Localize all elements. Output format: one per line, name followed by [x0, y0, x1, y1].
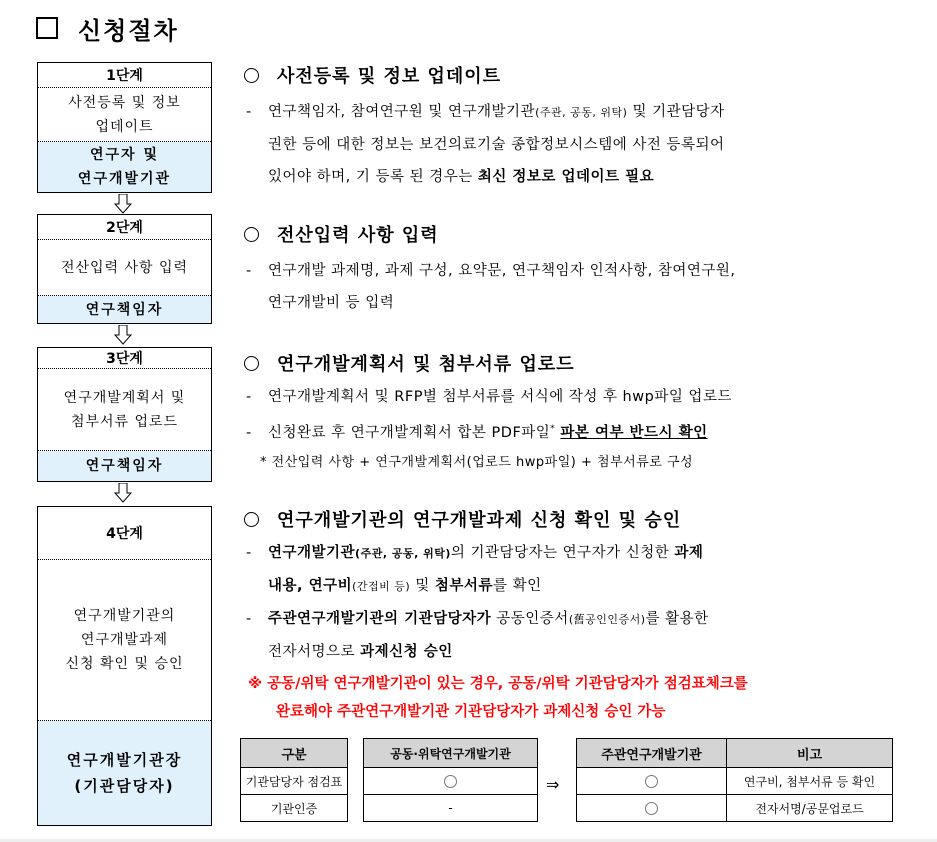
- check-mark: [577, 795, 727, 822]
- circle-bullet-icon: [244, 512, 259, 527]
- co-institution-table: [240, 738, 538, 822]
- section-upload: [240, 348, 897, 477]
- check-mark: [364, 768, 538, 795]
- page-title-text: 신청절차: [78, 15, 179, 45]
- step-actor: 연구개발기관장 (기관담당자): [38, 721, 211, 825]
- circle-bullet-icon: [244, 227, 259, 242]
- step-4-box: [37, 506, 212, 826]
- bullet-line: - 연구개발 과제명, 과제 구성, 요약문, 연구책임자 인적사항, 참여연구원,: [246, 263, 736, 279]
- section-heading: 사전등록 및 정보 업데이트: [240, 60, 897, 90]
- step-description: 전산입력 사항 입력: [38, 240, 211, 296]
- column-header: 공동·위탁연구개발기관: [364, 739, 538, 768]
- table-row: 전자서명/공문업로드: [577, 795, 893, 822]
- down-arrow-icon: [114, 325, 132, 345]
- section-heading: 전산입력 사항 입력: [240, 219, 897, 249]
- bullet-line: 연구개발비 등 입력: [268, 295, 395, 311]
- bullet-line: 내용, 연구비(간접비 등) 및 첨부서류를 확인: [268, 578, 542, 594]
- section-heading: 연구개발계획서 및 첨부서류 업로드: [240, 348, 897, 378]
- check-mark: [577, 768, 727, 795]
- column-header: 주관연구개발기관: [577, 739, 727, 768]
- step-description: 연구개발계획서 및 첨부서류 업로드: [38, 369, 211, 451]
- footnote: * 전산입력 사항 + 연구개발계획서(업로드 hwp파일) + 첨부서류로 구성: [260, 454, 694, 470]
- bullet-line: 있어야 하며, 기 등록 된 경우는 최신 정보로 업데이트 필요: [268, 169, 655, 185]
- bullet-line: 권한 등에 대한 정보는 보건의료기술 종합정보시스템에 사전 등록되어: [268, 137, 725, 153]
- underlined-emphasis: 파본 여부 반드시 확인: [560, 424, 708, 441]
- table-row: 기관담당자 점검표: [241, 768, 538, 795]
- step-label: 4단계: [38, 507, 211, 560]
- table-row: 기관인증 -: [241, 795, 538, 822]
- table-row: 연구비, 첨부서류 등 확인: [577, 768, 893, 795]
- empty-square-icon: [36, 17, 58, 39]
- step-actor: 연구자 및 연구개발기관: [38, 142, 211, 192]
- lead-institution-table: [576, 738, 893, 822]
- section-data-entry: [240, 219, 897, 319]
- down-arrow-icon: [114, 194, 132, 214]
- circle-bullet-icon: [244, 68, 259, 83]
- step-actor: 연구책임자: [38, 296, 211, 323]
- step-1-box: [37, 62, 212, 193]
- bullet-line: - 연구개발계획서 및 RFP별 첨부서류를 서식에 작성 후 hwp파일 업로드: [246, 389, 732, 405]
- circle-mark-icon: [645, 802, 658, 815]
- page-title: [36, 12, 179, 44]
- section-heading: 연구개발기관의 연구개발과제 신청 확인 및 승인: [240, 504, 897, 534]
- warning-note-continued: 완료해야 주관연구개발기관 기관담당자가 과제신청 승인 가능: [276, 704, 666, 720]
- warning-note: ※ 공동/위탁 연구개발기관이 있는 경우, 공동/위탁 기관담당자가 점검표체크를: [248, 676, 748, 692]
- bullet-line: - 주관연구개발기관의 기관담당자가 공동인증서(舊공인인증서)를 활용한: [246, 611, 709, 627]
- bullet-line: 전자서명으로 과제신청 승인: [268, 644, 453, 660]
- column-header: 비고: [727, 739, 893, 768]
- step-label: 1단계: [38, 63, 211, 88]
- down-arrow-icon: [114, 483, 132, 503]
- section-pre-registration: [240, 60, 897, 193]
- step-label: 2단계: [38, 215, 211, 240]
- right-double-arrow-icon: ⇒: [546, 775, 560, 794]
- step-description: 연구개발기관의 연구개발과제 신청 확인 및 승인: [38, 560, 211, 721]
- bullet-line: - 연구책임자, 참여연구원 및 연구개발기관(주관, 공동, 위탁) 및 기관담당자: [246, 104, 725, 120]
- circle-bullet-icon: [244, 356, 259, 371]
- step-2-box: [37, 214, 212, 324]
- circle-mark-icon: [444, 775, 457, 788]
- reference-mark-icon: ※: [248, 676, 263, 692]
- step-label: 3단계: [38, 348, 211, 369]
- column-header: 구분: [241, 739, 348, 768]
- bullet-line: - 연구개발기관(주관, 공동, 위탁)의 기관담당자는 연구자가 신청한 과제: [246, 545, 704, 561]
- circle-mark-icon: [645, 775, 658, 788]
- step-actor: 연구책임자: [38, 451, 211, 481]
- emphasis-text: 최신 정보로 업데이트 필요: [477, 169, 655, 185]
- step-description: 사전등록 및 정보 업데이트: [38, 88, 211, 142]
- bullet-line: - 신청완료 후 연구개발계획서 합본 PDF파일* 파본 여부 반드시 확인: [246, 424, 708, 441]
- step-3-box: [37, 347, 212, 482]
- column-spacer: [348, 739, 364, 768]
- section-approval: [240, 504, 897, 726]
